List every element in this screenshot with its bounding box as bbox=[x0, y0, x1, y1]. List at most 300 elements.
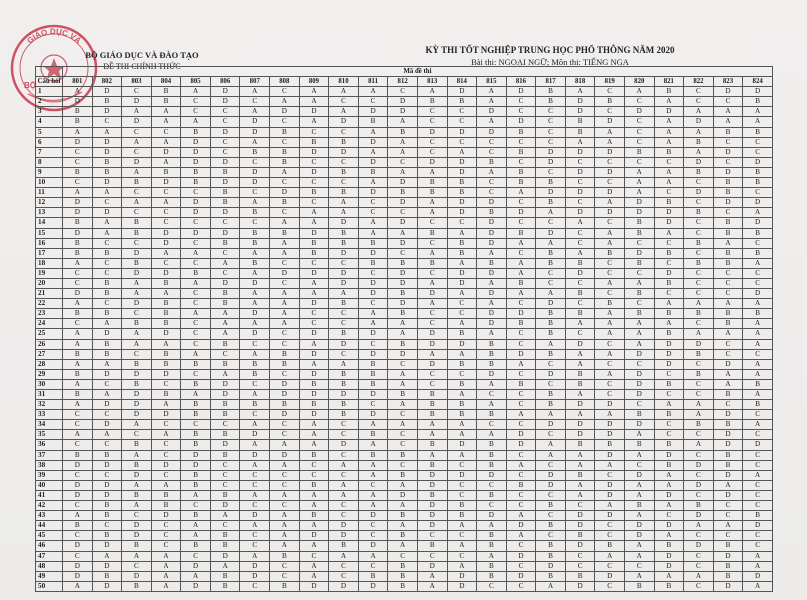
answer-row bbox=[36, 87, 773, 97]
answer-cell: D bbox=[299, 410, 329, 420]
answer-cell: B bbox=[713, 319, 743, 329]
answer-cell: B bbox=[388, 339, 418, 349]
answer-cell: B bbox=[565, 289, 595, 299]
answer-cell: B bbox=[270, 198, 300, 208]
exam-code-header: 803 bbox=[122, 77, 152, 87]
answer-cell: C bbox=[506, 400, 536, 410]
answer-cell: D bbox=[329, 581, 359, 591]
answer-cell: D bbox=[210, 379, 240, 389]
answer-cell: A bbox=[654, 470, 684, 480]
answer-cell: B bbox=[210, 238, 240, 248]
answer-cell: D bbox=[299, 167, 329, 177]
answer-cell: A bbox=[624, 319, 654, 329]
answer-cell: A bbox=[506, 410, 536, 420]
answer-cell: C bbox=[270, 420, 300, 430]
answer-cell: A bbox=[624, 278, 654, 288]
answer-cell: C bbox=[299, 470, 329, 480]
answer-cell: B bbox=[240, 359, 270, 369]
answer-cell: C bbox=[684, 178, 714, 188]
answer-cell: D bbox=[743, 521, 773, 531]
answer-cell: B bbox=[92, 571, 122, 581]
answer-cell: A bbox=[506, 258, 536, 268]
answer-cell: B bbox=[122, 319, 152, 329]
answer-cell: B bbox=[477, 258, 507, 268]
answer-cell: A bbox=[122, 551, 152, 561]
answer-cell: A bbox=[358, 470, 388, 480]
answer-cell: A bbox=[240, 551, 270, 561]
answer-cell: C bbox=[388, 248, 418, 258]
answer-cell: B bbox=[743, 248, 773, 258]
answer-cell: B bbox=[388, 450, 418, 460]
answer-cell: B bbox=[743, 379, 773, 389]
answer-cell: A bbox=[63, 359, 93, 369]
answer-cell: B bbox=[92, 157, 122, 167]
answer-cell: A bbox=[240, 440, 270, 450]
answer-cell: D bbox=[684, 460, 714, 470]
answer-cell: A bbox=[358, 127, 388, 137]
answer-cell: A bbox=[477, 248, 507, 258]
answer-cell: B bbox=[388, 127, 418, 137]
answer-cell: C bbox=[122, 208, 152, 218]
answer-cell: A bbox=[595, 501, 625, 511]
answer-cell: B bbox=[565, 470, 595, 480]
answer-cell: B bbox=[506, 379, 536, 389]
answer-cell: C bbox=[417, 117, 447, 127]
answer-cell: A bbox=[358, 551, 388, 561]
answer-cell: C bbox=[506, 137, 536, 147]
answer-row bbox=[36, 480, 773, 490]
answer-cell: D bbox=[624, 208, 654, 218]
answer-cell: C bbox=[713, 349, 743, 359]
answer-cell: C bbox=[210, 147, 240, 157]
answer-cell: B bbox=[92, 349, 122, 359]
answer-cell: D bbox=[329, 440, 359, 450]
answer-cell: A bbox=[684, 329, 714, 339]
answer-cell: C bbox=[358, 561, 388, 571]
answer-cell: D bbox=[565, 147, 595, 157]
answer-cell: B bbox=[536, 198, 566, 208]
answer-cell: B bbox=[536, 319, 566, 329]
answer-cell: D bbox=[536, 561, 566, 571]
answer-cell: D bbox=[92, 137, 122, 147]
answer-cell: C bbox=[270, 480, 300, 490]
answer-cell: B bbox=[63, 117, 93, 127]
answer-cell: B bbox=[713, 127, 743, 137]
answer-cell: A bbox=[92, 218, 122, 228]
answer-cell: A bbox=[743, 359, 773, 369]
answer-cell: C bbox=[270, 117, 300, 127]
answer-cell: C bbox=[506, 157, 536, 167]
answer-cell: C bbox=[595, 561, 625, 571]
answer-cell: C bbox=[565, 299, 595, 309]
answer-cell: D bbox=[181, 137, 211, 147]
answer-cell: B bbox=[477, 561, 507, 571]
answer-cell: C bbox=[329, 501, 359, 511]
answer-cell: C bbox=[565, 238, 595, 248]
answer-cell: D bbox=[743, 289, 773, 299]
answer-cell: B bbox=[92, 339, 122, 349]
answer-cell: C bbox=[565, 329, 595, 339]
answer-cell: D bbox=[506, 117, 536, 127]
answer-cell: B bbox=[329, 329, 359, 339]
answer-row bbox=[36, 440, 773, 450]
answer-cell: C bbox=[122, 430, 152, 440]
answer-cell: C bbox=[92, 470, 122, 480]
question-number: 34 bbox=[36, 420, 63, 430]
answer-cell: B bbox=[447, 329, 477, 339]
answer-cell: A bbox=[388, 147, 418, 157]
answer-cell: B bbox=[477, 490, 507, 500]
answer-cell: A bbox=[417, 581, 447, 591]
answer-cell: A bbox=[565, 480, 595, 490]
answer-cell: C bbox=[92, 379, 122, 389]
answer-cell: B bbox=[624, 440, 654, 450]
answer-cell: A bbox=[684, 127, 714, 137]
answer-cell: A bbox=[743, 470, 773, 480]
answer-cell: C bbox=[270, 178, 300, 188]
answer-cell: A bbox=[684, 107, 714, 117]
answer-cell: D bbox=[417, 359, 447, 369]
answer-cell: D bbox=[240, 430, 270, 440]
answer-cell: A bbox=[122, 137, 152, 147]
answer-cell: C bbox=[122, 147, 152, 157]
exam-code-header: 824 bbox=[743, 77, 773, 87]
answer-cell: C bbox=[181, 107, 211, 117]
answer-cell: A bbox=[329, 490, 359, 500]
answer-row bbox=[36, 531, 773, 541]
answer-cell: D bbox=[565, 430, 595, 440]
answer-cell: C bbox=[270, 208, 300, 218]
answer-cell: B bbox=[299, 238, 329, 248]
answer-cell: A bbox=[477, 400, 507, 410]
answer-cell: C bbox=[240, 501, 270, 511]
answer-cell: D bbox=[447, 198, 477, 208]
answer-cell: B bbox=[181, 541, 211, 551]
answer-cell: D bbox=[63, 228, 93, 238]
answer-cell: C bbox=[654, 420, 684, 430]
answer-cell: C bbox=[240, 480, 270, 490]
exam-code-header: 801 bbox=[63, 77, 93, 87]
answer-cell: B bbox=[595, 440, 625, 450]
answer-cell: D bbox=[417, 521, 447, 531]
answer-row bbox=[36, 107, 773, 117]
answer-cell: B bbox=[713, 218, 743, 228]
answer-cell: A bbox=[299, 289, 329, 299]
answer-cell: C bbox=[329, 511, 359, 521]
answer-cell: D bbox=[565, 541, 595, 551]
answer-cell: C bbox=[624, 359, 654, 369]
answer-cell: A bbox=[299, 359, 329, 369]
answer-cell: A bbox=[624, 450, 654, 460]
answer-cell: B bbox=[684, 369, 714, 379]
answer-cell: C bbox=[536, 107, 566, 117]
answer-cell: D bbox=[477, 470, 507, 480]
answer-cell: A bbox=[624, 541, 654, 551]
answer-cell: D bbox=[151, 410, 181, 420]
answer-cell: A bbox=[240, 268, 270, 278]
answer-cell: B bbox=[713, 228, 743, 238]
answer-cell: C bbox=[684, 278, 714, 288]
answer-cell: D bbox=[684, 157, 714, 167]
answer-cell: D bbox=[684, 117, 714, 127]
answer-cell: A bbox=[329, 480, 359, 490]
answer-cell: A bbox=[388, 228, 418, 238]
answer-cell: A bbox=[536, 450, 566, 460]
answer-cell: A bbox=[92, 127, 122, 137]
answer-cell: A bbox=[506, 460, 536, 470]
answer-cell: C bbox=[654, 289, 684, 299]
answer-cell: B bbox=[270, 349, 300, 359]
answer-cell: A bbox=[270, 460, 300, 470]
answer-cell: D bbox=[63, 490, 93, 500]
answer-cell: D bbox=[210, 390, 240, 400]
answer-cell: C bbox=[181, 97, 211, 107]
answer-cell: C bbox=[63, 147, 93, 157]
answer-cell: C bbox=[329, 470, 359, 480]
answer-cell: A bbox=[417, 430, 447, 440]
answer-cell: C bbox=[713, 278, 743, 288]
corner-cell bbox=[36, 67, 63, 77]
answer-cell: C bbox=[329, 571, 359, 581]
answer-cell: C bbox=[654, 238, 684, 248]
answer-cell: C bbox=[63, 420, 93, 430]
answer-cell: B bbox=[595, 97, 625, 107]
answer-cell: C bbox=[151, 440, 181, 450]
question-number: 26 bbox=[36, 339, 63, 349]
answer-cell: A bbox=[388, 329, 418, 339]
answer-cell: B bbox=[684, 420, 714, 430]
question-number: 24 bbox=[36, 319, 63, 329]
answer-cell: B bbox=[358, 369, 388, 379]
answer-cell: D bbox=[240, 167, 270, 177]
answer-cell: B bbox=[743, 127, 773, 137]
answer-cell: B bbox=[181, 440, 211, 450]
answer-cell: C bbox=[92, 268, 122, 278]
answer-cell: D bbox=[151, 147, 181, 157]
answer-cell: D bbox=[270, 379, 300, 389]
answer-cell: A bbox=[151, 248, 181, 258]
answer-cell: B bbox=[63, 248, 93, 258]
answer-cell: B bbox=[684, 238, 714, 248]
answer-cell: B bbox=[447, 248, 477, 258]
answer-cell: B bbox=[536, 329, 566, 339]
answer-cell: A bbox=[63, 299, 93, 309]
answer-cell: A bbox=[417, 420, 447, 430]
answer-cell: D bbox=[329, 248, 359, 258]
answer-cell: C bbox=[270, 561, 300, 571]
answer-cell: D bbox=[595, 117, 625, 127]
answer-cell: A bbox=[299, 117, 329, 127]
answer-cell: C bbox=[299, 178, 329, 188]
answer-cell: D bbox=[329, 278, 359, 288]
answer-cell: A bbox=[270, 238, 300, 248]
answer-cell: D bbox=[654, 561, 684, 571]
answer-cell: B bbox=[536, 551, 566, 561]
answer-cell: C bbox=[270, 329, 300, 339]
answer-cell: C bbox=[210, 107, 240, 117]
answer-cell: D bbox=[299, 228, 329, 238]
answer-cell: A bbox=[595, 460, 625, 470]
answer-cell: D bbox=[447, 571, 477, 581]
question-number: 7 bbox=[36, 147, 63, 157]
answer-cell: D bbox=[329, 339, 359, 349]
answer-cell: B bbox=[329, 167, 359, 177]
answer-cell: C bbox=[447, 117, 477, 127]
answer-cell: D bbox=[388, 107, 418, 117]
answer-cell: A bbox=[63, 188, 93, 198]
answer-cell: A bbox=[181, 349, 211, 359]
answer-cell: C bbox=[417, 218, 447, 228]
answer-cell: A bbox=[122, 420, 152, 430]
answer-cell: A bbox=[181, 117, 211, 127]
answer-cell: B bbox=[388, 470, 418, 480]
answer-cell: A bbox=[595, 319, 625, 329]
answer-cell: A bbox=[595, 369, 625, 379]
answer-cell: D bbox=[358, 329, 388, 339]
answer-cell: B bbox=[240, 258, 270, 268]
answer-row bbox=[36, 359, 773, 369]
answer-cell: A bbox=[122, 198, 152, 208]
answer-cell: C bbox=[684, 248, 714, 258]
answer-cell: D bbox=[122, 390, 152, 400]
answer-cell: D bbox=[270, 188, 300, 198]
answer-cell: B bbox=[329, 137, 359, 147]
answer-cell: D bbox=[595, 511, 625, 521]
answer-row bbox=[36, 167, 773, 177]
answer-cell: B bbox=[329, 228, 359, 238]
answer-cell: C bbox=[299, 157, 329, 167]
question-number: 36 bbox=[36, 440, 63, 450]
answer-cell: D bbox=[477, 218, 507, 228]
answer-cell: C bbox=[506, 420, 536, 430]
answer-row bbox=[36, 278, 773, 288]
answer-row bbox=[36, 178, 773, 188]
answer-cell: A bbox=[477, 379, 507, 389]
answer-row bbox=[36, 137, 773, 147]
answer-cell: C bbox=[181, 289, 211, 299]
answer-cell: D bbox=[654, 490, 684, 500]
exam-code-header: 813 bbox=[417, 77, 447, 87]
exam-code-header: 820 bbox=[624, 77, 654, 87]
answer-cell: C bbox=[240, 470, 270, 480]
answer-cell: A bbox=[358, 319, 388, 329]
answer-cell: B bbox=[536, 501, 566, 511]
answer-row bbox=[36, 511, 773, 521]
exam-code-header: 812 bbox=[388, 77, 418, 87]
answer-cell: D bbox=[595, 147, 625, 157]
answer-cell: B bbox=[270, 359, 300, 369]
answer-cell: A bbox=[565, 410, 595, 420]
answer-cell: C bbox=[743, 278, 773, 288]
answer-cell: D bbox=[713, 359, 743, 369]
answer-cell: C bbox=[684, 228, 714, 238]
answer-cell: C bbox=[506, 198, 536, 208]
answer-cell: C bbox=[151, 450, 181, 460]
answer-row bbox=[36, 420, 773, 430]
answer-cell: D bbox=[358, 157, 388, 167]
answer-cell: C bbox=[743, 410, 773, 420]
answer-cell: B bbox=[684, 208, 714, 218]
answer-cell: C bbox=[358, 339, 388, 349]
answer-cell: A bbox=[684, 147, 714, 157]
answer-cell: B bbox=[181, 400, 211, 410]
answer-cell: D bbox=[210, 178, 240, 188]
answer-cell: D bbox=[388, 349, 418, 359]
answer-cell: C bbox=[210, 137, 240, 147]
answer-cell: B bbox=[92, 289, 122, 299]
answer-cell: C bbox=[536, 137, 566, 147]
answer-cell: D bbox=[506, 521, 536, 531]
answer-cell: B bbox=[477, 339, 507, 349]
answer-cell: C bbox=[270, 339, 300, 349]
answer-cell: A bbox=[240, 87, 270, 97]
answer-cell: B bbox=[447, 359, 477, 369]
answer-cell: A bbox=[299, 561, 329, 571]
answer-cell: B bbox=[595, 541, 625, 551]
answer-cell: B bbox=[447, 511, 477, 521]
answer-cell: C bbox=[477, 480, 507, 490]
answer-cell: D bbox=[624, 521, 654, 531]
answer-cell: D bbox=[122, 299, 152, 309]
answer-cell: A bbox=[743, 551, 773, 561]
question-number: 31 bbox=[36, 390, 63, 400]
answer-cell: C bbox=[417, 147, 447, 157]
answer-cell: D bbox=[388, 218, 418, 228]
answer-row bbox=[36, 238, 773, 248]
answer-row bbox=[36, 147, 773, 157]
answer-cell: A bbox=[240, 319, 270, 329]
answer-cell: C bbox=[595, 178, 625, 188]
answer-cell: D bbox=[210, 278, 240, 288]
answer-cell: D bbox=[447, 278, 477, 288]
answer-cell: B bbox=[358, 258, 388, 268]
answer-cell: B bbox=[417, 97, 447, 107]
answer-cell: B bbox=[181, 127, 211, 137]
answer-cell: D bbox=[565, 400, 595, 410]
answer-cell: C bbox=[565, 551, 595, 561]
answer-cell: A bbox=[624, 490, 654, 500]
answer-cell: A bbox=[654, 228, 684, 238]
answer-cell: C bbox=[417, 107, 447, 117]
answer-cell: D bbox=[329, 147, 359, 157]
answer-cell: C bbox=[536, 117, 566, 127]
answer-cell: D bbox=[684, 339, 714, 349]
answer-cell: A bbox=[624, 430, 654, 440]
question-number: 25 bbox=[36, 329, 63, 339]
answer-cell: B bbox=[417, 258, 447, 268]
answer-cell: C bbox=[151, 208, 181, 218]
answer-cell: C bbox=[447, 137, 477, 147]
answer-cell: A bbox=[506, 531, 536, 541]
answer-cell: A bbox=[240, 137, 270, 147]
answer-cell: B bbox=[536, 309, 566, 319]
answer-cell: D bbox=[122, 400, 152, 410]
answer-cell: B bbox=[477, 571, 507, 581]
answer-cell: C bbox=[743, 531, 773, 541]
answer-cell: D bbox=[63, 137, 93, 147]
answer-cell: D bbox=[181, 581, 211, 591]
answer-cell: D bbox=[477, 198, 507, 208]
answer-row bbox=[36, 248, 773, 258]
answer-row bbox=[36, 430, 773, 440]
answer-cell: A bbox=[358, 147, 388, 157]
question-number: 29 bbox=[36, 369, 63, 379]
answer-cell: D bbox=[565, 107, 595, 117]
answer-cell: D bbox=[299, 581, 329, 591]
answer-cell: B bbox=[92, 248, 122, 258]
answer-cell: B bbox=[63, 521, 93, 531]
answer-cell: B bbox=[181, 430, 211, 440]
